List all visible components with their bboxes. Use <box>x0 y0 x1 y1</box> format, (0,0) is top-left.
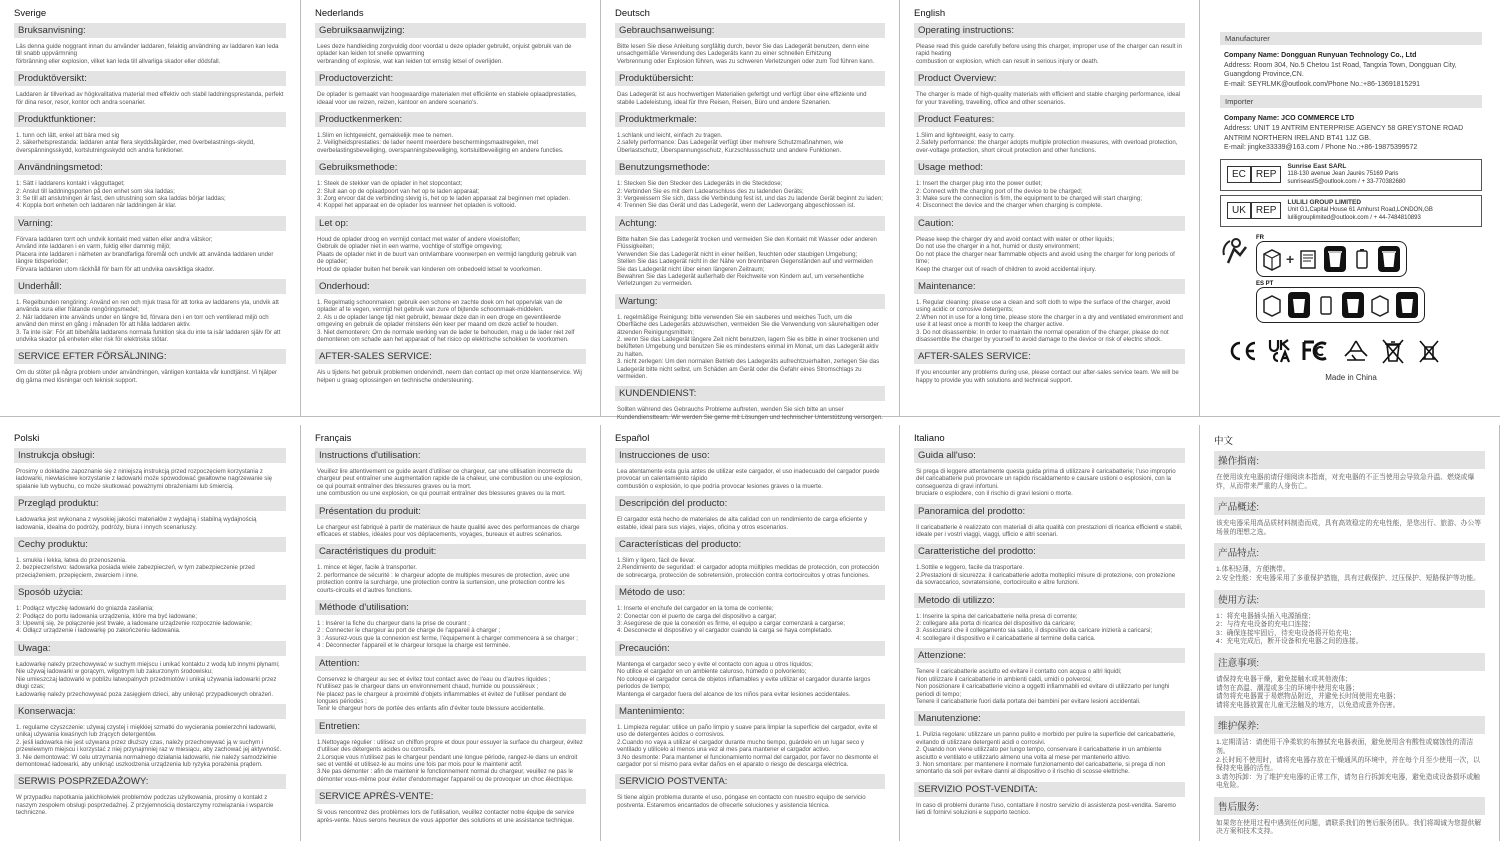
section-heading: Productoverzicht: <box>315 71 586 86</box>
box-icon <box>1261 246 1283 272</box>
section-body: 1: Podłącz wtyczkę ładowarki do gniazda zasilania; 2: Podłącz do portu ładowania urządzenia, które ma być ładowane; 3: Upewnij się, że połączenie jest trwałe, a ładowane urządzenie rozpocznie ładowanie; 4: Odłącz urządzenie i ładowarkę po zakończeniu ładowania. <box>16 605 252 635</box>
section-heading: SERVICE APRÈS-VENTE: <box>315 789 586 804</box>
section-body: 1: Insert the charger plug into the power outlet; 2: Connect with the charging port of the device to be charged; 3: Make sure the connection is firm, the equipment to be charged will start charging; 4: Disconnect the device and the charger when charging is complete. <box>916 180 1142 210</box>
section-heading: Instructions d'utilisation: <box>315 448 586 463</box>
section-body: 该充电器采用高品质材料制造而成，具有高效稳定的充电性能，是您出行、旅游、办公等场景的理想之选。 <box>1216 520 1482 536</box>
uk-rep-address: Unit G1,Capital House 61 Amhurst Road,LONDON,GB <box>1287 207 1433 214</box>
section-body: W przypadku napotkania jakichkolwiek problemów podczas użytkowania, prosimy o kontakt z naszym zespołem obsługi posprzedażnej. Z przyjemnością dostarczymy rozwiązania i wsparcie techniczne. <box>16 794 274 817</box>
language-title: English <box>914 8 946 19</box>
language-title: 中文 <box>1214 436 1234 447</box>
section-body: Lees deze handleiding zorgvuldig door voordat u deze oplader gebruikt, onjuist gebruik van de oplader kan leiden tot snelle opwarming verbranding of explosie, wat kan leiden tot ernstig letsel of overlijden. <box>317 43 572 65</box>
section-body: 1. Pulizia regolare: utilizzare un panno pulito e morbido per pulire la superficie del caricabatterie, evitando di utilizzare detergenti acidi o corrosivi. 2. Quando non viene utilizzato per lungo tempo, conservare il caricabatterie in un ambiente asciutto e ventilato e utilizzarlo almeno una volta al mese per mantenerlo attivo. 3. Non smontare: per mantenere il normale funzionamento del caricabatterie, si prega di non smontarlo da soli per evitare danni al dispositivo o il rischio di scosse elettriche. <box>916 731 1176 776</box>
section-heading: AFTER-SALES SERVICE: <box>315 349 586 364</box>
section-body: Bitte lesen Sie diese Anleitung sorgfältig durch, bevor Sie das Ladegerät benutzen, denn eine unsachgemäße Verwendung des Ladegeräts kann zu einer schnellen Erhitzung Verbrennung oder Explosion führen, was zu schweren Verletzungen oder zum Tod führen kann. <box>617 43 875 65</box>
importer-heading: Importer <box>1220 95 1482 108</box>
section-body: 1: Inserire la spina del caricabatterie nella presa di corrente; 2: collegare alla porta di ricarica del dispositivo da caricare; 3: Assicurarsi che il collegamento sia saldo, il dispositivo da caricare inizierà a caricarsi; 4: scollegare il dispositivo e il caricabatterie al termine della carica. <box>916 612 1153 642</box>
section-heading: Guida all'uso: <box>914 448 1185 463</box>
section-body: Le chargeur est fabriqué à partir de matériaux de haute qualité avec des performances de charge efficaces et stables, idéales pour vos déplacements, voyages, bureaux et autres scénarios. <box>317 523 580 539</box>
made-in-label: Made in China <box>1325 372 1377 382</box>
section-heading: Caractéristiques du produit: <box>315 544 586 559</box>
language-title: Sverige <box>14 8 47 19</box>
language-title: Italiano <box>914 433 945 444</box>
language-panel <box>301 0 601 416</box>
language-panel <box>1200 425 1500 841</box>
section-body: 1. Regelbunden rengöring: Använd en ren och mjuk trasa för att torka av laddarens yta, undvik att använda sura eller frätande rengöringsmedel; 2. När laddaren inte används under en längre tid, förvara den i en torr och ventilerad miljö och använd den minst en gång i månaden för att hålla laddaren aktiv. 3. Ta inte isär: För att bibehålla laddarens normala funktion ska du inte ta isär laddaren själv för att undvika skador på enheten eller risk för elektriska stötar. <box>16 298 281 343</box>
section-heading: Productkenmerken: <box>315 112 586 127</box>
fr-recycling-row <box>1220 235 1482 277</box>
section-heading: Instrucciones de uso: <box>615 448 885 463</box>
section-body: 1.Sottile e leggero, facile da trasportare. 2.Prestazioni di sicurezza: il caricabatterie adotta molteplici misure di protezione, con protezione da sovraccarico, sovratensione, cortocircuito e altre funzioni. <box>916 564 1176 587</box>
section-heading: Sposób użycia: <box>14 585 286 600</box>
box-icon <box>1369 292 1391 318</box>
bin-icon <box>1394 290 1420 320</box>
ec-rep-contact: sunriseast5@outlook.com / + 33-770382680 <box>1287 179 1406 186</box>
section-heading: Precaución: <box>615 641 885 656</box>
section-heading: Instrukcja obsługi: <box>14 448 286 463</box>
section-heading: Cechy produktu: <box>14 537 286 552</box>
section-heading: SERWIS POSPRZEDAŻOWY: <box>14 774 286 789</box>
section-heading: AFTER-SALES SERVICE: <box>914 349 1185 364</box>
ec-rep-box <box>1220 159 1482 191</box>
importer-details <box>1224 114 1478 152</box>
section-body: 如果您在使用过程中遇到任何问题，请联系我们的售后服务团队。我们将竭诚为您提供解决方案和技术支持。 <box>1216 819 1482 836</box>
language-title: Deutsch <box>615 8 650 19</box>
section-heading: Gebruiksmethode: <box>315 160 586 175</box>
section-heading: Méthode d'utilisation: <box>315 600 586 615</box>
uk-rep-name: LULILI GROUP LIMITED <box>1287 198 1362 206</box>
section-body: Please read this guide carefully before using this charger, improper use of the charger can result in rapid heating combustion or explosion, which can result in serious injury or death. <box>916 43 1182 65</box>
battery-icon <box>1351 246 1373 272</box>
section-body: 1. regelmäßige Reinigung: bitte verwenden Sie ein sauberes und weiches Tuch, um die Oberfläche des Ladegeräts abzuwischen, vermeiden Sie die Verwendung von säurehaltigen oder ätzenden Reinigungsmitteln; 2. wenn Sie das Ladegerät längere Zeit nicht benutzen, lagern Sie es bitte in einer trockenen und belüfteten Umgebung und benutzen Sie es mindestens einmal im Monat, um das Ladegerät aktiv zu halten. 3. nicht zerlegen: Um den normalen Betrieb des Ladegeräts aufrechtzuerhalten, zerlegen Sie das Ladegerät bitte nicht selbst, um Schäden am Gerät oder die Gefahr eines Stromschlags zu vermeiden. <box>617 313 880 380</box>
box-icon <box>1261 292 1283 318</box>
manufacturer-details <box>1224 51 1478 89</box>
section-heading: Maintenance: <box>914 279 1185 294</box>
language-title: Français <box>315 433 352 444</box>
section-heading: 使用方法: <box>1214 590 1485 608</box>
section-heading: Caution: <box>914 216 1185 231</box>
section-heading: Przegląd produktu: <box>14 496 286 511</box>
section-body: 1：将充电器插头插入电源插座； 2：与待充电设备的充电口连接； 3：确保连接牢固后，待充电设备将开始充电； 4：充电完成后，断开设备和充电器之间的连接。 <box>1216 612 1363 646</box>
section-heading: Onderhoud: <box>315 279 586 294</box>
section-body: Mantenga el cargador seco y evite el contacto con agua u otros líquidos; No utilice el cargador en un ambiente caluroso, húmedo o polvoriento; No coloque el cargador cerca de objetos inflamables y evite utilizar el cargador durante largos periodos de tiempo; Mantenga el cargador fuera del alcance de los niños para evitar lesiones accidentales. <box>617 660 871 698</box>
section-heading: Produktfunktioner: <box>14 112 286 127</box>
section-heading: Bruksanvisning: <box>14 23 286 38</box>
ce-mark-icon <box>1228 340 1258 362</box>
section-heading: Gebrauchsanweisung: <box>615 23 885 38</box>
section-body: Prosimy o dokładne zapoznanie się z niniejszą instrukcją przed rozpoczęciem korzystania z ładowarki, niewłaściwe korzystanie z ładowarki może spowodować gwałtowne nagrzewanie się spalanie lub wybuchu, co może skutkować poważnymi obrażeniami lub śmiercią. <box>16 468 273 490</box>
section-body: Il caricabatterie è realizzato con materiali di alta qualità con prestazioni di ricarica efficienti e stabili, ideale per i vostri viaggi, viaggi, ufficio e altri scenari. <box>916 523 1183 539</box>
section-body: 1.Slim and lightweight, easy to carry. 2.Safety performance: the charger adopts multiple protection measures, with overload protection, over-voltage protection, short circuit protection and other functions. <box>916 132 1178 154</box>
section-body: Laddaren är tillverkad av högkvalitativa material med effektiv och stabil laddningsprestanda, perfekt för dina resor, resor, kontor och andra scenarier. <box>16 91 284 106</box>
section-body: Bitte halten Sie das Ladegerät trocken und vermeiden Sie den Kontakt mit Wasser oder anderen Flüssigkeiten; Verwenden Sie das Ladegerät nicht in einer heißen, feuchten oder staubigen Umgebung; Stellen Sie das Ladegerät nicht in der Nähe von brennbaren Gegenständen auf und vermeiden Sie das Ladegerät nicht über einen längeren Zeitraum; Bewahren Sie das Ladegerät außerhalb der Reichweite von Kindern auf, um versehentliche Verletzungen zu vermeiden. <box>617 235 877 288</box>
section-body: 1.Slim en lichtgewicht, gemakkelijk mee te nemen. 2. Veiligheidsprestaties: de lader neemt meerdere beschermingsmaatregelen, met overbelastingsbeveiliging, overspanningsbeveiliging, kortsluitbeveiliging en andere functies. <box>317 132 564 154</box>
certification-marks <box>1228 337 1482 365</box>
section-body: Conservez le chargeur au sec et évitez tout contact avec de l'eau ou d'autres liquides ; N'utilisez pas le chargeur dans un environnement chaud, humide ou poussiéreux ; Ne placez pas le chargeur à proximité d'objets inflammables et évitez de l'utiliser pendant de longues périodes ; Tenir le chargeur hors de portée des enfants afin d'éviter toute blessure accidentelle. <box>317 675 567 713</box>
section-body: 1. Limpieza regular: utilice un paño limpio y suave para limpiar la superficie del cargador, evite el uso de detergentes ácidos o corrosivos. 2.Cuando no vaya a utilizar el cargador durante mucho tiempo, guárdelo en un lugar seco y ventilado y utilícelo al menos una vez al mes para mantener el cargador activo. 3.No desmonte: Para mantener el funcionamiento normal del cargador, por favor no desmonte el cargador por sí mismo para evitar daños en el aparato o riesgo de descarga eléctrica. <box>617 723 878 768</box>
section-body: Si prega di leggere attentamente questa guida prima di utilizzare il caricabatterie; l'uso improprio del caricabatterie può provocare un rapido riscaldamento e causare ustioni o esplosioni, con la conseguenza di gravi infortuni. bruciare o esplodere, con il rischio di gravi lesioni o morte. <box>916 468 1176 498</box>
section-heading: Attention: <box>315 656 586 671</box>
bin-icon <box>1322 244 1348 274</box>
section-body: Veuillez lire attentivement ce guide avant d'utiliser ce chargeur, car une utilisation incorrecte du chargeur peut entraîner une augmentation rapide de la chaleur, une combustion ou une explosion, ce qui pourrait entraîner des blessures graves ou la mort. une combustion ou une explosion, ce qui pourrait entraîner des blessures graves ou la mort. <box>317 468 582 498</box>
section-heading: 产品特点: <box>1214 543 1485 561</box>
section-heading: 维护保养: <box>1214 716 1485 734</box>
section-heading: Usage method: <box>914 160 1185 175</box>
section-heading: Konserwacja: <box>14 704 286 719</box>
section-body: 1. regularne czyszczenie: używaj czystej i miękkiej szmatki do wycierania powierzchni ładowarki, unikaj używania kwaśnych lub żrących detergentów. 2. jeśli ładowarka nie jest używana przez dłuższy czas, należy przechowywać ją w suchym i przewiewnym miejscu i korzystać z niej przynajmniej raz w miesiącu, aby zachować jej aktywność. 3. Nie demontować: W celu utrzymania normalnego działania ładowarki, nie należy samodzielnie demontować ładowarki, aby uniknąć uszkodzenia urządzenia lub ryzyka porażenia prądem. <box>16 723 282 768</box>
section-heading: Mantenimiento: <box>615 704 885 719</box>
section-body: Das Ladegerät ist aus hochwertigen Materialien gefertigt und verfügt über eine effiziente und stabile Ladeleistung, ideal für Ihre Reisen, Reisen, Büro und andere Szenarien. <box>617 91 867 106</box>
section-body: In caso di problemi durante l'uso, contattare il nostro servizio di assistenza post-vendita. Saremo lieti di fornirvi soluzioni e supporto tecnico. <box>916 801 1176 817</box>
section-heading: Entretien: <box>315 719 586 734</box>
manufacturer-heading: Manufacturer <box>1220 32 1482 45</box>
ec-rep-symbol: EC REP <box>1227 166 1281 183</box>
es-pt-label: ES PT <box>1256 280 1274 287</box>
ukca-mark-icon <box>1268 338 1292 364</box>
section-body: 请保持充电器干燥，避免接触水或其他液体； 请勿在高温、潮湿或多尘的环境中使用充电器； 请勿将充电器置于易燃物品附近，并避免长时间使用充电器； 请将充电器放置在儿童无法触及的地方，以免造成意外伤害。 <box>1216 675 1400 709</box>
section-body: 1. Regelmatig schoonmaken: gebruik een schone en zachte doek om het oppervlak van de oplader af te vegen, vermijd het gebruik van zure of bijtende schoonmaak-middelen. 2. Als u de oplader lange tijd niet gebruikt, bewaar deze dan in een droge en geventileerde omgeving en gebruik de oplader minstens één keer per maand om deze actief te houden. 3. Niet demonteren: Om de normale werking van de lader te behouden, mag u de lader niet zelf demonteren om schade aan het apparaat of het risico op elektrische schokken te voorkomen. <box>317 298 575 343</box>
section-body: 1: Steek de stekker van de oplader in het stopcontact; 2: Sluit aan op de oplaadpoort van het op te laden apparaat; 3: Zorg ervoor dat de verbinding stevig is, het op te laden apparaat zal beginnen met opladen. 4: Koppel het apparaat en de oplader los wanneer het opladen is voltooid. <box>317 180 571 210</box>
section-body: Läs denna guide noggrant innan du använder laddaren, felaktig användning av laddaren kan leda till snabb uppvärmning förbränning eller explosion, vilket kan leda till allvarliga skador eller dödsfall. <box>16 43 279 65</box>
section-heading: Descripción del producto: <box>615 496 885 511</box>
section-body: Ładowarka jest wykonana z wysokiej jakości materiałów z wydajną i stabilną wydajnością ładowania, idealna do podróży, podróży, biura i innych scenariuszy. <box>16 516 257 531</box>
language-title: Nederlands <box>315 8 364 19</box>
section-body: Please keep the charger dry and avoid contact with water or other liquids; Do not use the charger in a hot, humid or dusty environment; Do not place the charger near flammable objects and avoid using the charger for long periods of time; Keep the charger out of reach of children to avoid accidental injury. <box>916 235 1175 273</box>
section-body: 1: Stecken Sie den Stecker des Ladegeräts in die Steckdose; 2: Verbinden Sie es mit dem Ladeanschluss des zu ladenden Geräts; 3: Vergewissern Sie sich, dass die Verbindung fest ist, und das zu ladende Gerät beginnt zu laden; 4: Trennen Sie das Gerät und das Ladegerät, wenn der Ladevorgang abgeschlossen ist. <box>617 180 883 210</box>
section-body: Als u tijdens het gebruik problemen ondervindt, neem dan contact op met onze klantenservice. Wij helpen u graag oplossingen en technische ondersteuning. <box>317 369 582 384</box>
ec-rep-name: Sunrise East SARL <box>1287 162 1347 170</box>
section-body: If you encounter any problems during use, please contact our after-sales service team. We will be happy to provide you with solutions and technical support. <box>916 369 1179 384</box>
language-panel <box>601 0 900 421</box>
section-body: 1. Regular cleaning: please use a clean and soft cloth to wipe the surface of the charger, avoid using acidic or corrosive detergents; 2.When not in use for a long time, please store the charger in a dry and ventilated environment and use it at least once a month to keep the charger active. 3. Do not disassemble: In order to maintain the normal operation of the charger, please do not disassemble the charger by yourself to avoid damage to the device or risk of electric shock. <box>916 298 1183 343</box>
language-panel <box>900 425 1200 841</box>
plus-icon: + <box>1286 250 1295 267</box>
section-body: 1.schlank und leicht, einfach zu tragen. 2.safety performance: Das Ladegerät verfügt über mehrere Schutzmaßnahmen, wie Überlastschutz, Überspannungsschutz, Kurzschlussschutz und andere Funktionen. <box>617 132 844 154</box>
section-body: Si tiene algún problema durante el uso, póngase en contacto con nuestro equipo de servicio postventa. Estaremos encantados de ofrecerle soluciones y asistencia técnica. <box>617 794 866 809</box>
section-heading: Présentation du produit: <box>315 504 586 519</box>
section-heading: SERVICE EFTER FÖRSÄLJNING: <box>14 349 286 364</box>
section-body: 1: Inserte el enchufe del cargador en la toma de corriente; 2: Conectar con el puerto de carga del dispositivo a cargar; 3: Asegúrese de que la conexión es firme, el equipo a cargar comenzará a cargarse; 4: Desconecte el dispositivo y el cargador cuando la carga se haya completado. <box>617 605 845 635</box>
section-heading: KUNDENDIENST: <box>615 386 885 401</box>
section-body: Ładowarkę należy przechowywać w suchym miejscu i unikać kontaktu z wodą lub innymi płynami; Nie używaj ładowarki w gorącym, wilgotnym lub zakurzonym środowisku; Nie umieszczaj ładowarki w pobliżu łatwopalnych przedmiotów i unikaj używania ładowarki przez długi czas; Ładowarkę należy przechowywać poza zasięgiem dzieci, aby uniknąć przypadkowych obrażeń. <box>16 660 280 698</box>
section-body: 1. tunn och lätt, enkel att bära med sig 2. säkerhetsprestanda: laddaren antar flera skyddsåtgärder, med överbelastnings-skydd, överspänningsskydd, kortslutningsskydd och andra funktioner. <box>16 132 255 154</box>
fr-label: FR <box>1256 234 1264 241</box>
bin-icon <box>1376 244 1402 274</box>
no-trash-icon <box>1416 337 1442 365</box>
section-heading: Achtung: <box>615 216 885 231</box>
section-heading: Product Features: <box>914 112 1185 127</box>
section-heading: 产品概述: <box>1214 497 1485 515</box>
manual-icon <box>1297 246 1319 272</box>
weee-crossed-bin-icon <box>1380 337 1406 365</box>
section-body: Houd de oplader droog en vermijd contact met water of andere vloeistoffen; Gebruik de oplader niet in een warme, vochtige of stoffige omgeving; Plaats de oplader niet in de buurt van ontvlambare voorwerpen en vermijd langdurig gebruik van de oplader; Houd de oplader buiten het bereik van kinderen om onbedoeld letsel te voorkomen. <box>317 235 577 273</box>
section-heading: Caratteristiche del prodotto: <box>914 544 1185 559</box>
es-pt-recycling-row <box>1256 281 1482 323</box>
battery-icon <box>1315 292 1337 318</box>
language-title: Español <box>615 433 650 444</box>
section-heading: Manutenzione: <box>914 711 1185 726</box>
section-heading: Uwaga: <box>14 641 286 656</box>
section-body: 1 : Insérer la fiche du chargeur dans la prise de courant ; 2 : Connecter le chargeur au port de charge de l'appareil à charger ; 3 : Assurez-vous que la connexion est ferme, l'équipement à charger commencera à se charger ; 4 : Déconnecter l'appareil et le chargeur lorsque la charge est terminée. <box>317 620 578 650</box>
section-body: 1. mince et léger, facile à transporter. 2. performance de sécurité : le chargeur adopte de multiples mesures de protection, avec une protection contre la surcharge, une protection contre la surtension, une protection contre les courts-circuits et d'autres fonctions. <box>317 564 570 594</box>
section-heading: 售后服务: <box>1214 797 1485 815</box>
section-body: 1. smukła i lekka, łatwa do przenoszenia. 2. bezpieczeństwo: ładowarka posiada wiele zabezpieczeń, w tym zabezpieczenie przed przeciążeniem, przepięciem, zwarciem i inne. <box>16 557 255 579</box>
section-heading: Attenzione: <box>914 648 1185 663</box>
language-title: Polski <box>14 433 40 444</box>
section-heading: SERVIZIO POST-VENDITA: <box>914 782 1185 797</box>
es-pt-sorting-box <box>1256 287 1425 323</box>
section-heading: Operating instructions: <box>914 23 1185 38</box>
section-heading: Características del producto: <box>615 537 885 552</box>
manufacturer-email: E-mail: SEYRLMK@outlook.com/Phone No.:+86-13691815291 <box>1224 80 1421 88</box>
section-body: The charger is made of high-quality materials with efficient and stable charging performance, ideal for your travelling, travelling, office and other scenarios. <box>916 91 1181 106</box>
section-heading: Product Overview: <box>914 71 1185 86</box>
section-heading: Användningsmetod: <box>14 160 286 175</box>
section-body: Lea atentamente esta guía antes de utilizar este cargador, el uso inadecuado del cargador puede provocar un calentamiento rápido combustión o explosión, lo que podría provocar lesiones graves o la muerte. <box>617 468 880 490</box>
uk-rep-box <box>1220 195 1482 227</box>
section-heading: Panoramica del prodotto: <box>914 504 1185 519</box>
section-body: Om du stöter på några problem under användningen, vänligen kontakta vår kundtjänst. Vi hjälper dig gärna med lösningar och teknisk support. <box>16 369 278 384</box>
section-heading: Gebruiksaanwijzing: <box>315 23 586 38</box>
section-heading: Método de uso: <box>615 585 885 600</box>
section-heading: Produktmerkmale: <box>615 112 885 127</box>
language-panel <box>0 425 301 841</box>
regulatory-info-panel <box>1200 0 1500 416</box>
section-heading: SERVICIO POSTVENTA: <box>615 774 885 789</box>
section-heading: Benutzungsmethode: <box>615 160 885 175</box>
section-body: Sollten während des Gebrauchs Probleme auftreten, wenden Sie sich bitte an unser Kundendienstteam. Wir werden Sie gerne mit Lösungen und technischer Unterstützung versorgen. <box>617 406 883 421</box>
uk-rep-symbol: UK REP <box>1227 202 1281 219</box>
manufacturer-address: Address: Room 304, No.5 Chetou 1st Road, Tangxia Town, Dongguan City, Guangdong Province,CN. <box>1224 61 1457 79</box>
bin-icon <box>1340 290 1366 320</box>
manufacturer-company: Company Name: Dongguan Runyuan Technology Co., Ltd <box>1224 52 1417 59</box>
recycle-icon <box>1342 338 1370 364</box>
uk-rep-contact: luliligrouplimited@outlook.com / + 44-7484810893 <box>1287 215 1421 222</box>
section-heading: Let op: <box>315 216 586 231</box>
fr-sorting-box <box>1256 241 1407 277</box>
triman-icon <box>1220 235 1252 267</box>
importer-company: Company Name: JCO COMMERCE LTD <box>1224 115 1355 123</box>
section-heading: Underhåll: <box>14 279 286 294</box>
section-body: Förvara laddaren torrt och undvik kontakt med vatten eller andra vätskor; Använd inte laddaren i en varm, fuktig eller dammig miljö; Placera inte laddaren i närheten av brandfarliga föremål och undvik att använda laddaren under längre tidsperioder; Förvara laddaren utom räckhåll för barn för att undvika oavsiktliga skador. <box>16 235 274 273</box>
section-body: El cargador está hecho de materiales de alta calidad con un rendimiento de carga eficiente y estable, ideal para sus viajes, viajes, oficina y otros escenarios. <box>617 516 867 531</box>
language-panel <box>0 0 301 416</box>
section-body: 在使用该充电器前请仔细阅读本指南，对充电器的不正当使用会导致急升温、燃烧或爆炸，从而带来严重的人身伤亡。 <box>1216 474 1475 490</box>
language-panel <box>601 425 900 841</box>
section-heading: 注意事项: <box>1214 653 1485 671</box>
language-panel <box>900 0 1200 416</box>
section-body: 1: Sätt i laddarens kontakt i vägguttaget; 2: Anslut till laddningsporten på den enhet som ska laddas; 3: Se till att anslutningen är fast, den utrustning som ska laddas börjar laddas; 4: Koppla bort enheten och laddaren när laddningen är klar. <box>16 180 226 210</box>
section-heading: 操作指南: <box>1214 451 1485 469</box>
section-heading: Produktübersicht: <box>615 71 885 86</box>
section-heading: Wartung: <box>615 294 885 309</box>
section-body: 1.体积轻薄，方便携带。 2.安全性能：充电器采用了多重保护措施，具有过载保护、过压保护、短路保护等功能。 <box>1216 566 1480 582</box>
section-body: De oplader is gemaakt van hoogwaardige materialen met efficiënte en stabiele oplaadprestaties, ideaal voor uw reizen, reizen, kantoor en andere scenario's. <box>317 91 577 106</box>
fcc-mark-icon <box>1302 340 1332 362</box>
section-body: Si vous rencontrez des problèmes lors de l'utilisation, veuillez contacter notre équipe de service après-vente. Nous serons heureux de vous apporter des solutions et une assistance technique. <box>317 809 575 824</box>
section-heading: Varning: <box>14 216 286 231</box>
bin-icon <box>1286 290 1312 320</box>
ec-rep-address: 118-130 avenue Jean Jaurès 75169 Paris <box>1287 171 1399 178</box>
language-panel <box>301 425 601 841</box>
section-body: 1.Nettoyage régulier : utilisez un chiffon propre et doux pour essuyer la surface du chargeur, évitez d'utiliser des détergents acides ou corrosifs. 2.Lorsque vous n'utilisez pas le chargeur pendant une longue période, rangez-le dans un endroit sec et ventilé et utilisez-le au moins une fois par mois pour le maintenir actif. 3.Ne pas démonter : afin de maintenir le fonctionnement normal du chargeur, veuillez ne pas le démonter vous-même pour éviter d'endommager l'appareil ou de provoquer un choc électrique. <box>317 738 583 783</box>
section-heading: Produktöversikt: <box>14 71 286 86</box>
importer-email: E-mail: jingke33339@163.com / Phone No.:+86-19875399572 <box>1224 144 1418 152</box>
section-body: 1.Slim y ligero, fácil de llevar. 2.Rendimiento de seguridad: el cargador adopta múltiples medidas de protección, con protección de sobrecarga, protección de sobretensión, protección contra cortocircuitos y otras funciones. <box>617 557 880 579</box>
section-body: 1.定期清洁：请使用干净柔软的布擦拭充电器表面，避免使用含有酸性或腐蚀性的清洁剂。 2.长时间不使用时，请将充电器存放在干燥通风的环境中，并在每个月至少使用一次，以保持充电器的活性。 3.请勿拆卸：为了维护充电器的正常工作，请勿自行拆卸充电器，避免造成设备损坏或触电危险。 <box>1216 739 1480 790</box>
importer-address: Address: UNIT 19 ANTRIM ENTERPRISE AGENCY 58 GREYSTONE ROAD ANTRIM NORTHERN IRELAND BT41 1JZ GB. <box>1224 124 1464 142</box>
section-heading: Metodo di utilizzo: <box>914 593 1185 608</box>
section-body: Tenere il caricabatterie asciutto ed evitare il contatto con acqua o altri liquidi; Non utilizzare il caricabatterie in ambienti caldi, umidi o polverosi; Non posizionare il caricabatterie vicino a oggetti infiammabili ed evitare di utilizzarlo per lunghi periodi di tempo; Tenere il caricabatterie fuori dalla portata dei bambini per evitare lesioni accidentali. <box>916 668 1170 705</box>
